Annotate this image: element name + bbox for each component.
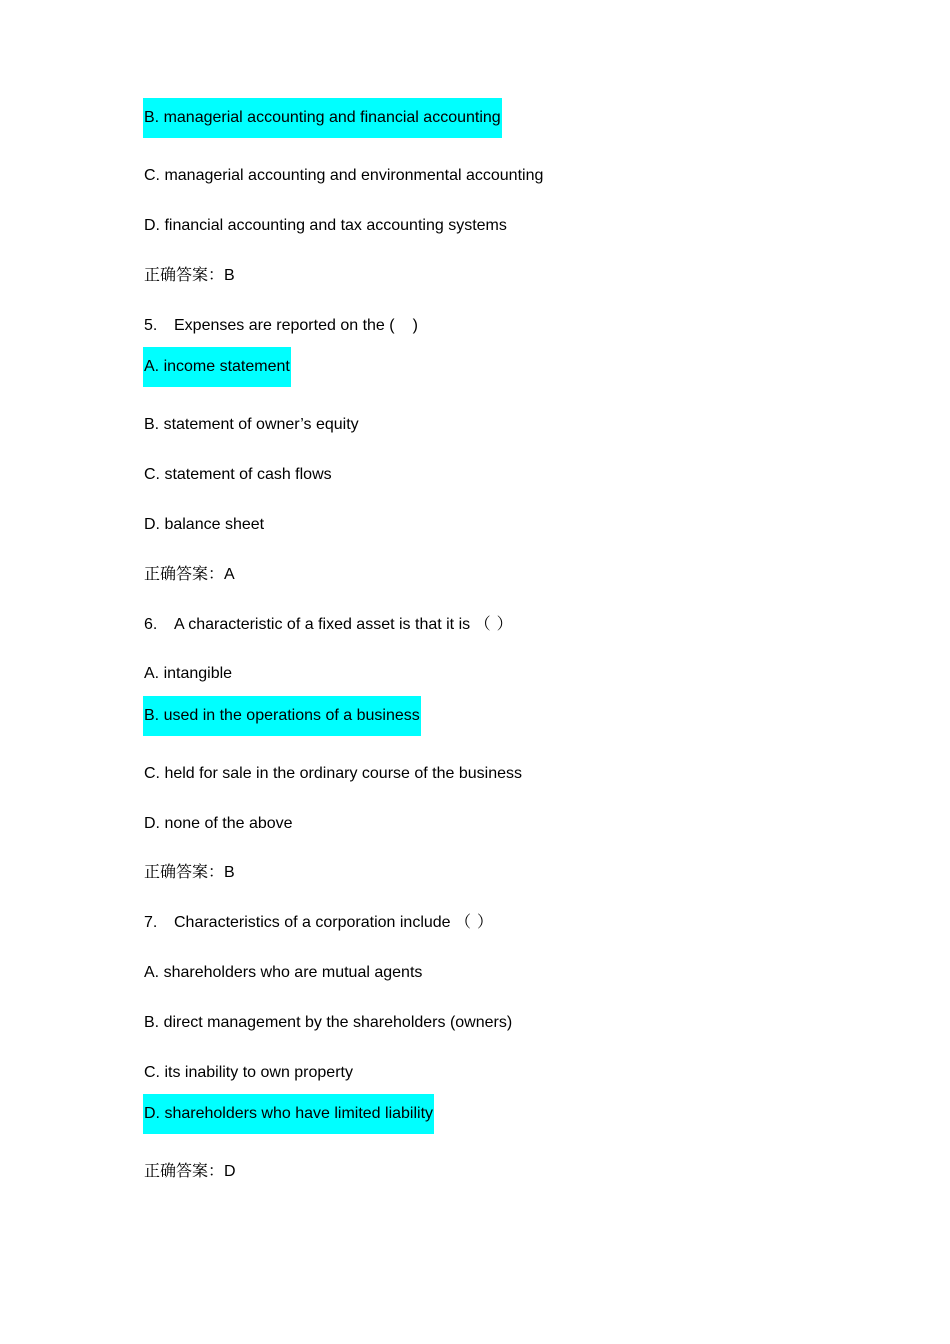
question-6 xyxy=(143,605,514,645)
question-paren: ） xyxy=(496,616,513,633)
correct-answer: 正确答案：D xyxy=(144,1163,236,1180)
option: D. none of the above xyxy=(144,815,293,832)
question-5 xyxy=(143,306,419,346)
question-paren: ） xyxy=(477,914,494,931)
question-paren: ) xyxy=(412,317,418,334)
correct-answer: 正确答案：B xyxy=(144,267,235,284)
option: C. held for sale in the ordinary course of the business xyxy=(144,765,522,782)
question-stem: A characteristic of a fixed asset is that it is （ xyxy=(174,616,491,633)
option-highlighted: B. used in the operations of a business xyxy=(143,696,421,736)
correct-answer: 正确答案：B xyxy=(144,864,235,881)
option: C. statement of cash flows xyxy=(144,466,332,483)
option-highlighted: D. shareholders who have limited liability xyxy=(143,1094,434,1134)
question-number: 6. xyxy=(144,616,158,633)
option: B. direct management by the shareholders (owners) xyxy=(144,1014,513,1031)
option: A. intangible xyxy=(144,665,233,682)
option: D. balance sheet xyxy=(144,516,265,533)
option-highlighted: B. managerial accounting and financial accounting xyxy=(143,98,502,138)
option: A. shareholders who are mutual agents xyxy=(144,964,423,981)
question-7 xyxy=(143,903,494,943)
correct-answer: 正确答案：A xyxy=(144,566,235,583)
question-stem: Characteristics of a corporation include （ xyxy=(174,914,472,931)
question-number: 5. xyxy=(144,317,158,334)
question-stem: Expenses are reported on the ( xyxy=(174,317,395,334)
option: C. managerial accounting and environmental accounting xyxy=(144,167,544,184)
question-number: 7. xyxy=(144,914,158,931)
option: B. statement of owner’s equity xyxy=(144,416,359,433)
option: C. its inability to own property xyxy=(144,1064,353,1081)
option-highlighted: A. income statement xyxy=(143,347,291,387)
option: D. financial accounting and tax accounting systems xyxy=(144,217,507,234)
